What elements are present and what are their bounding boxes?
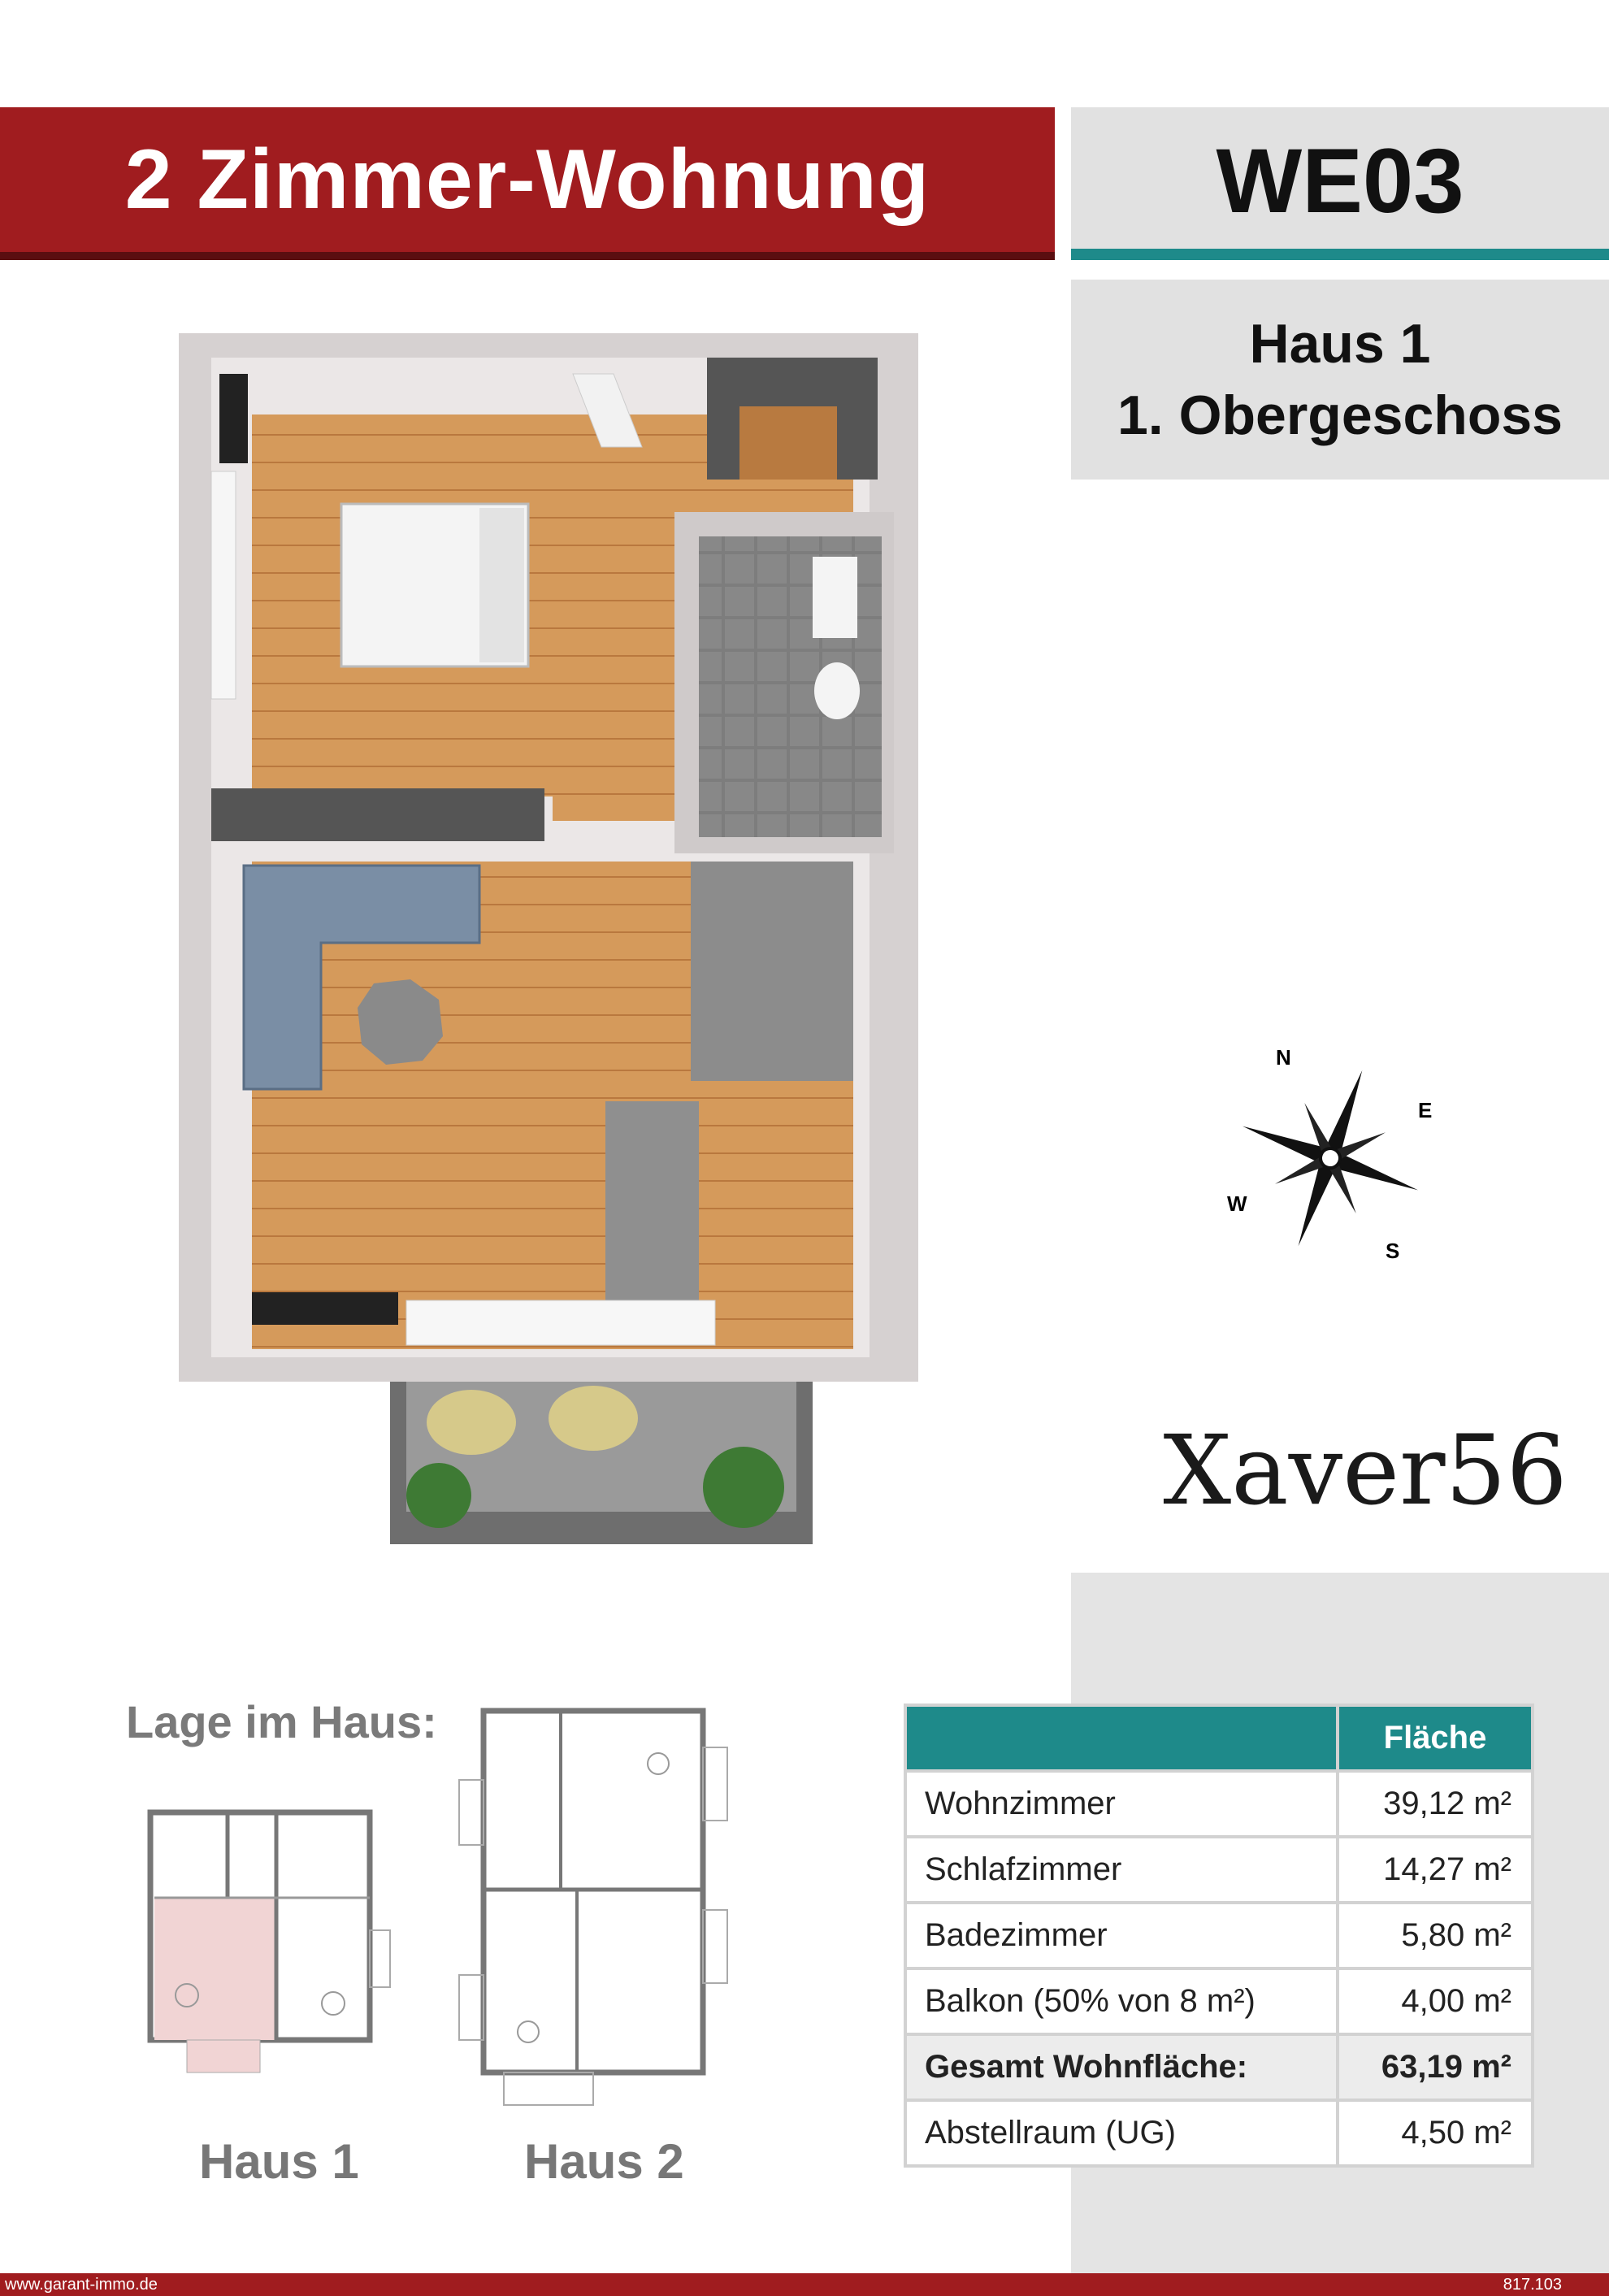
accent-stripe	[1071, 249, 1609, 260]
footer-url: www.garant-immo.de	[5, 2276, 158, 2294]
title-banner	[0, 107, 1055, 260]
house2-mini-plan	[455, 1707, 731, 2113]
row-value: 4,50 m²	[1338, 2100, 1533, 2166]
footer-bar	[0, 2273, 1609, 2296]
table-header-blank	[905, 1705, 1338, 1771]
plant	[703, 1447, 784, 1528]
row-label: Balkon (50% von 8 m²)	[905, 1968, 1338, 2034]
table-row	[905, 2100, 1533, 2166]
table-row	[905, 1968, 1533, 2034]
row-value: 5,80 m²	[1338, 1903, 1533, 1968]
table-row	[905, 1771, 1533, 1837]
house-name: Haus 1	[1249, 312, 1431, 375]
row-value: 63,19 m²	[1338, 2034, 1533, 2100]
row-value: 39,12 m²	[1338, 1771, 1533, 1837]
sideboard	[691, 862, 853, 1081]
table-row-total	[905, 2034, 1533, 2100]
house1-mini-plan	[146, 1808, 406, 2085]
compass-rose-icon	[1211, 1040, 1455, 1284]
row-value: 14,27 m²	[1338, 1837, 1533, 1903]
row-label: Gesamt Wohnfläche:	[905, 2034, 1338, 2100]
house2-label: Haus 2	[524, 2134, 684, 2189]
house1-label: Haus 1	[199, 2134, 359, 2189]
compass-north: N	[1276, 1045, 1291, 1070]
compass-west: W	[1227, 1191, 1247, 1216]
project-logo: Xaver56	[1163, 1414, 1568, 1526]
table-row	[905, 1903, 1533, 1968]
compass-south: S	[1386, 1239, 1400, 1263]
page-title: 2 Zimmer-Wohnung	[124, 132, 930, 227]
row-label: Abstellraum (UG)	[905, 2100, 1338, 2166]
floor-plan-illustration	[171, 325, 926, 1560]
floor-name: 1. Obergeschoss	[1117, 384, 1563, 446]
bedroom-wardrobe	[211, 788, 544, 841]
location-label: Lage im Haus:	[126, 1696, 437, 1747]
highlighted-unit	[154, 1898, 276, 2040]
area-table	[904, 1704, 1534, 2168]
dining-table	[605, 1101, 699, 1304]
table-row	[905, 1837, 1533, 1903]
row-label: Wohnzimmer	[905, 1771, 1338, 1837]
unit-code-box	[1071, 107, 1609, 254]
row-value: 4,00 m²	[1338, 1968, 1533, 2034]
house-info-box	[1071, 280, 1609, 480]
table-header-row	[905, 1705, 1533, 1771]
row-label: Schlafzimmer	[905, 1837, 1338, 1903]
row-label: Badezimmer	[905, 1903, 1338, 1968]
compass-east: E	[1418, 1098, 1433, 1122]
unit-code: WE03	[1216, 129, 1464, 232]
table-header-area: Fläche	[1338, 1705, 1533, 1771]
footer-code: 817.103	[1503, 2276, 1562, 2294]
plant	[406, 1463, 471, 1528]
